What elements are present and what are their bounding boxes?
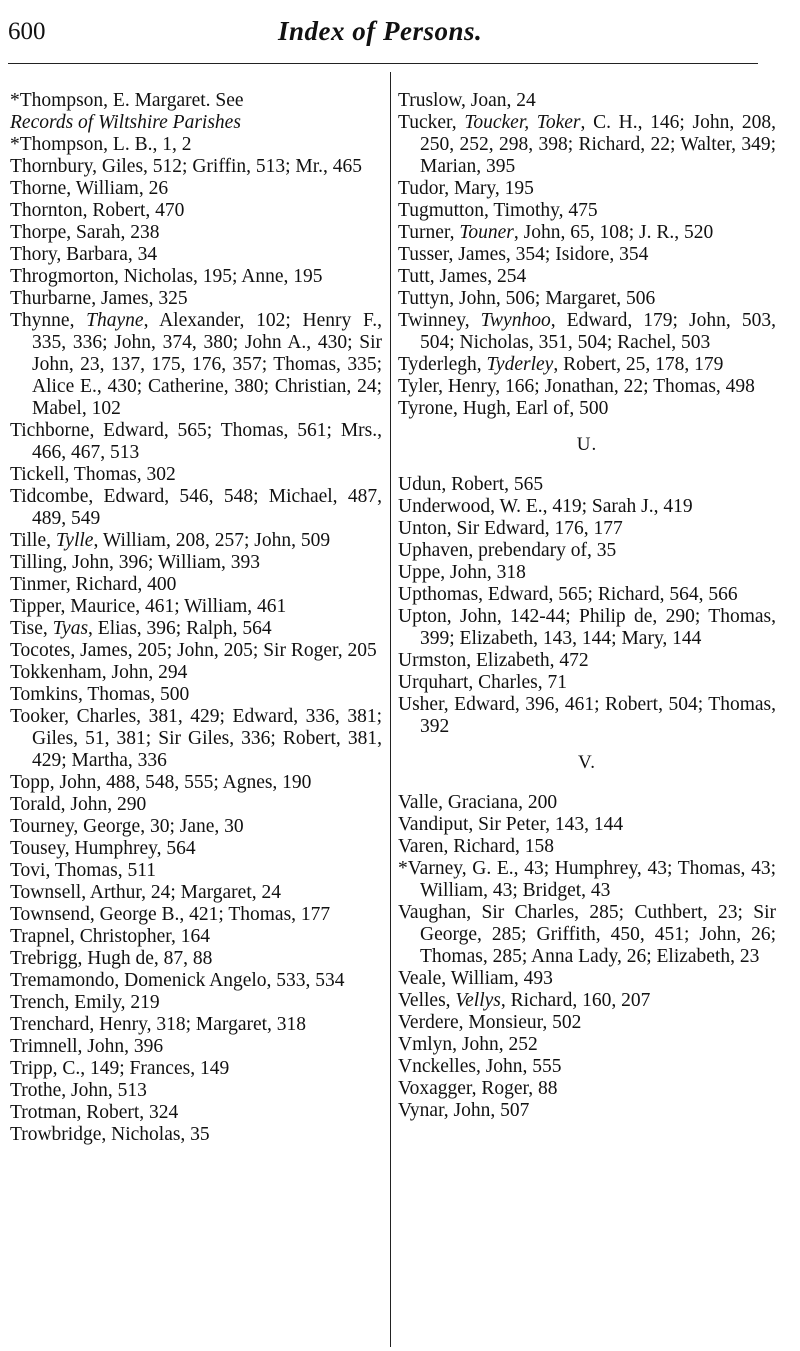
index-entry [398,496,776,518]
index-entry [398,650,776,672]
u-entries [398,474,776,738]
entry-variant-spelling: Thayne [86,310,144,331]
index-entry [398,990,776,1012]
page-number: 600 [8,18,46,45]
index-entry [10,222,382,244]
entry-text: Veale, William, 493 [398,968,553,989]
index-entry [398,672,776,694]
entry-text: *Thompson, E. Margaret. See [10,90,244,111]
index-entry [398,474,776,496]
entry-text: Urquhart, Charles, 71 [398,672,567,693]
index-entry [398,288,776,310]
index-entry [398,310,776,354]
index-entry [398,200,776,222]
section-heading-u: U. [576,434,598,455]
index-entry [10,992,382,1014]
index-entry [10,200,382,222]
entry-text: *Varney, G. E., 43; Humphrey, 43; Thomas, 43; William, 43; Bridget, 43 [398,858,776,901]
index-entry [10,662,382,684]
page-title: Index of Persons. [278,16,483,46]
index-entry [10,486,382,530]
entry-text: Underwood, W. E., 419; Sarah J., 419 [398,496,693,517]
entry-text-rest: , C. H., 146; John, 208, 250, 252, 298, 398; Richard, 22; Walter, 349; Marian, 395 [420,112,776,177]
index-entry [10,816,382,838]
entry-text: Thornton, Robert, 470 [10,200,185,221]
entry-text: Verdere, Monsieur, 502 [398,1012,582,1033]
entry-text-rest: , William, 208, 257; John, 509 [93,530,331,551]
index-entry [10,794,382,816]
entry-text: Twinney, [398,310,481,331]
entry-text: Trimnell, John, 396 [10,1036,164,1057]
index-entry [398,562,776,584]
entry-variant-spelling: Vellys [455,990,501,1011]
entry-text: Tousey, Humphrey, 564 [10,838,196,859]
index-entry [10,552,382,574]
entry-variant-spelling: Twynhoo [480,310,551,331]
entry-text: Tyderlegh, [398,354,487,375]
entry-text: Truslow, Joan, 24 [398,90,536,111]
entry-text: Trowbridge, Nicholas, 35 [10,1124,210,1145]
entry-text: Tripp, C., 149; Frances, 149 [10,1058,230,1079]
index-entry [398,398,776,420]
index-entry [398,858,776,902]
entry-text: Unton, Sir Edward, 176, 177 [398,518,623,539]
index-entry [10,684,382,706]
index-entry [10,706,382,772]
entry-text: Tudor, Mary, 195 [398,178,534,199]
entry-text: Thory, Barbara, 34 [10,244,158,265]
entry-text: Tucker, [398,112,465,133]
index-entry [398,112,776,178]
index-entry [398,792,776,814]
entry-variant-spelling: Toucker, Toker [464,112,581,133]
index-entry [10,1058,382,1080]
index-entry [10,948,382,970]
entry-text: Tinmer, Richard, 400 [10,574,177,595]
right-column [398,90,776,1122]
column-divider [390,72,391,1347]
index-entry [398,178,776,200]
entry-text: Thorne, William, 26 [10,178,169,199]
entry-text: Tusser, James, 354; Isidore, 354 [398,244,649,265]
entry-text: Tipper, Maurice, 461; William, 461 [10,596,287,617]
index-entry [398,266,776,288]
entry-text: Townsend, George B., 421; Thomas, 177 [10,904,331,925]
entry-variant-spelling: Tyderley [486,354,554,375]
index-entry [398,694,776,738]
entry-text: *Thompson, L. B., 1, 2 [10,134,192,155]
index-entry [10,1080,382,1102]
page-header [8,14,760,54]
index-entry [398,354,776,376]
entry-text: Vynar, John, 507 [398,1100,530,1121]
entry-text: Tise, [10,618,53,639]
entry-text: Thorpe, Sarah, 238 [10,222,160,243]
entry-text: Trotman, Robert, 324 [10,1102,179,1123]
entry-text: Tichborne, Edward, 565; Thomas, 561; Mrs., 466, 467, 513 [10,420,382,463]
entry-text: Vmlyn, John, 252 [398,1034,538,1055]
entry-text: Valle, Graciana, 200 [398,792,558,813]
entry-text: Tooker, Charles, 381, 429; Edward, 336, 381; Giles, 51, 381; Sir Giles, 336; Robert, 381, 429; Martha, 336 [10,706,382,771]
entry-text: Tuttyn, John, 506; Margaret, 506 [398,288,656,309]
index-entry [10,288,382,310]
index-entry [10,310,382,420]
entry-text: Townsell, Arthur, 24; Margaret, 24 [10,882,281,903]
entry-variant-spelling: Tyas [52,618,89,639]
entry-text: Turner, [398,222,460,243]
entry-variant-spelling: Tylle [55,530,94,551]
t-entries [398,90,776,420]
entry-text: Tocotes, James, 205; John, 205; Sir Roger, 205 [10,640,377,661]
index-entry [398,540,776,562]
entry-text: Trenchard, Henry, 318; Margaret, 318 [10,1014,307,1035]
index-entry [10,530,382,552]
index-entry [398,90,776,112]
index-entry [398,1034,776,1056]
entry-text: Tugmutton, Timothy, 475 [398,200,598,221]
entry-text: Thornbury, Giles, 512; Griffin, 513; Mr., 465 [10,156,363,177]
entry-text: Trothe, John, 513 [10,1080,147,1101]
entry-text: Varen, Richard, 158 [398,836,554,857]
index-entry [10,90,382,112]
index-entry [10,1124,382,1146]
entry-text: Tyler, Henry, 166; Jonathan, 22; Thomas, 498 [398,376,755,397]
index-entry [398,244,776,266]
index-entry [398,518,776,540]
entry-text: Udun, Robert, 565 [398,474,544,495]
entry-text: Tickell, Thomas, 302 [10,464,176,485]
entry-text: Torald, John, 290 [10,794,147,815]
index-entry [10,860,382,882]
entry-text: Throgmorton, Nicholas, 195; Anne, 195 [10,266,323,287]
index-entry [10,420,382,464]
index-entry [398,1078,776,1100]
index-entry [398,606,776,650]
header-rule [8,63,758,64]
index-entry [10,772,382,794]
entry-text-rest: , Edward, 179; John, 503, 504; Nicholas, 351, 504; Rachel, 503 [420,310,776,353]
entry-text: Uppe, John, 318 [398,562,526,583]
entry-text: Tovi, Thomas, 511 [10,860,156,881]
index-entry [10,1036,382,1058]
index-entry [398,902,776,968]
entry-text: Urmston, Elizabeth, 472 [398,650,589,671]
section-heading-v: V. [577,752,597,773]
entry-text-rest: , John, 65, 108; J. R., 520 [513,222,714,243]
index-entry [398,968,776,990]
entry-text: Thynne, [10,310,87,331]
entry-text: Vaughan, Sir Charles, 285; Cuthbert, 23; Sir George, 285; Griffith, 450, 451; John, 26; Thomas, 285; Anna Lady, 26; Elizabeth, 23 [398,902,776,967]
index-entry [398,222,776,244]
index-entry [10,596,382,618]
entry-text: Trapnel, Christopher, 164 [10,926,210,947]
index-entry [398,584,776,606]
entry-text: Upton, John, 142-44; Philip de, 290; Thomas, 399; Elizabeth, 143, 144; Mary, 144 [398,606,776,649]
entry-variant-spelling: Records of Wiltshire Parishes [10,112,241,133]
entry-text: Uphaven, prebendary of, 35 [398,540,617,561]
entry-text-rest: , Alexander, 102; Henry F., 335, 336; John, 374, 380; John A., 430; Sir John, 23, 137, 175, 176, 357; Thomas, 335; Alice E., 430; Catherine, 380; Christian, 24; Mabel, 102 [32,310,382,419]
index-entry [10,882,382,904]
index-entry [10,640,382,662]
entry-text: Tille, [10,530,56,551]
entry-text: Tremamondo, Domenick Angelo, 533, 534 [10,970,345,991]
index-entry [398,814,776,836]
index-entry [398,836,776,858]
entry-text-rest: , Elias, 396; Ralph, 564 [88,618,272,639]
index-entry [10,926,382,948]
entry-text: Tyrone, Hugh, Earl of, 500 [398,398,609,419]
entry-text: Trebrigg, Hugh de, 87, 88 [10,948,213,969]
entry-variant-spelling: Touner [459,222,514,243]
entry-text: Tutt, James, 254 [398,266,527,287]
entry-text: Trench, Emily, 219 [10,992,160,1013]
index-entry [10,464,382,486]
entry-text: Vnckelles, John, 555 [398,1056,562,1077]
index-entry [398,1012,776,1034]
entry-text: Velles, [398,990,456,1011]
index-entry [10,112,382,134]
index-entry [398,1100,776,1122]
entry-text: Tomkins, Thomas, 500 [10,684,190,705]
entry-text: Tourney, George, 30; Jane, 30 [10,816,244,837]
index-entry [10,156,382,178]
index-entry [398,376,776,398]
entry-text: Topp, John, 488, 548, 555; Agnes, 190 [10,772,312,793]
index-entry [10,574,382,596]
entry-text: Upthomas, Edward, 565; Richard, 564, 566 [398,584,738,605]
entry-text: Voxagger, Roger, 88 [398,1078,558,1099]
left-column [10,90,382,1146]
index-entry [10,1014,382,1036]
entry-text: Tilling, John, 396; William, 393 [10,552,261,573]
v-entries [398,792,776,1122]
index-entry [10,1102,382,1124]
entry-text-rest: , Richard, 160, 207 [500,990,651,1011]
entry-text: Usher, Edward, 396, 461; Robert, 504; Thomas, 392 [398,694,776,737]
index-entry [10,618,382,640]
index-entry [10,244,382,266]
entry-text: Vandiput, Sir Peter, 143, 144 [398,814,624,835]
index-entry [10,178,382,200]
entry-text: Tokkenham, John, 294 [10,662,188,683]
index-entry [10,266,382,288]
entry-text: Thurbarne, James, 325 [10,288,188,309]
entry-text-rest: , Robert, 25, 178, 179 [553,354,724,375]
index-entry [10,970,382,992]
entry-text: Tidcombe, Edward, 546, 548; Michael, 487, 489, 549 [10,486,382,529]
index-entry [10,904,382,926]
index-entry [10,134,382,156]
index-entry [10,838,382,860]
index-entry [398,1056,776,1078]
